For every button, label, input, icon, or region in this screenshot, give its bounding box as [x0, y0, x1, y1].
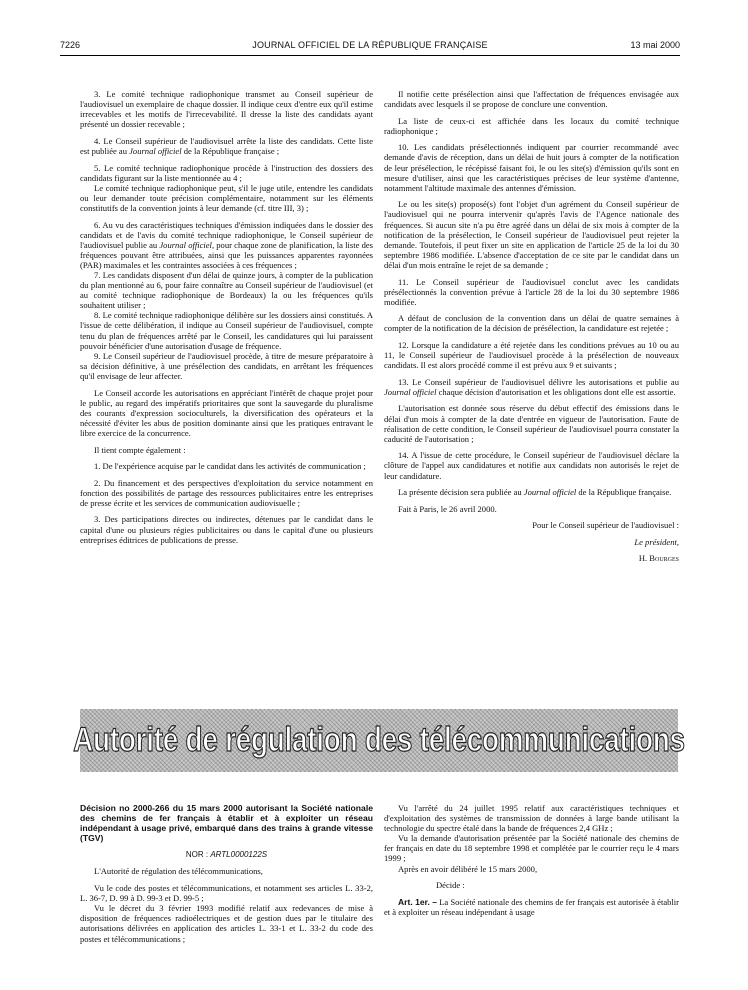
paragraph-9: 9. Le Conseil supérieur de l'audiovisuel procède, à titre de mesure préparatoire à sa décision définitive, à une présélection des candidats, en arrêtant les fréquences qu'il envisage de leur affecter.: [80, 350, 373, 381]
text: La présente décision sera publiée au: [398, 487, 524, 498]
paragraph-publication: [384, 487, 679, 497]
paragraph-vu-3: Vu l'arrêté du 24 juillet 1995 relatif aux caractéristiques techniques et d'exploitation des systèmes de transmission de données à large bande utilisant la technologie du spectre étalé dans la bande de fréquences 2,4 GHz ;: [384, 803, 679, 834]
journal-name: Journal officiel: [523, 487, 577, 498]
paragraph-decide: Décide :: [436, 880, 465, 891]
journal-name: Journal officiel: [129, 145, 182, 156]
paragraph-11: 11. Le Conseil supérieur de l'audiovisuel conclut avec les candidats présélectionnés la convention prévue à l'article 28 de la loi du 30 septembre 1986 modifiée.: [384, 276, 679, 307]
paragraph-14: 14. A l'issue de cette procédure, le Conseil supérieur de l'audiovisuel déclare la clôture de l'appel aux candidatures et notifie aux candidats non autorisés le rejet de leur candidature.: [384, 450, 679, 481]
section-banner: [73, 709, 685, 772]
paragraph-10-detail: Le ou les site(s) proposé(s) font l'objet d'un agrément du Conseil supérieur de l'audiovisuel qui ne pourra intervenir qu'après l'avis de l'Agence nationale des fréquences. Si aucun site n'a pu être agréé dans un délai de six mois à compter de la notification de la présélection, le Conseil supérieur de l'audiovisuel peut rejeter la demande. Toutefois, il peut fixer un site en application de l'article 25 de la loi du 30 septembre 1986 modifiée. L'absence d'acceptation de ce site par le candidat dans un délai d'un mois entraîne le rejet de sa demande ;: [384, 199, 679, 270]
text: chaque décision d'autorisation et les obligations dont elle est assortie.: [436, 386, 676, 397]
journal-name: Journal officiel: [384, 386, 437, 397]
text: H. B: [638, 553, 655, 564]
paragraph-5-detail: Le comité technique radiophonique peut, s'il le juge utile, entendre les candidats ou leur demander toute précision complémentaire, notamment sur les éléments constitutifs de la convention joints à leur demande (cf. titre III, 3) ;: [80, 182, 373, 213]
header-rule: [60, 55, 680, 56]
paragraph-10: 10. Les candidats présélectionnés indiquent par courrier recommandé avec demande d'avis de réception, dans un délai de huit jours à compter de la notification de leur présélection, le récépissé faisant foi, le ou les site(s) d'émission qu'ils sont en mesure d'utiliser, ainsi que les caractéristiques précises de leur système d'antenne, notamment l'altitude maximale des antennes d'émission.: [384, 142, 679, 193]
criterion-1: 1. De l'expérience acquise par le candidat dans les activités de communication ;: [94, 461, 366, 472]
nor-reference: [80, 850, 373, 860]
text: , pour chaque zone de planification, la liste des fréquences pouvant être attribuées, ainsi que les puissances apparentes rayonnées (PAR) maximales et les contraintes associées à ces fréquences ;: [80, 239, 373, 270]
paragraph-12: 12. Lorsque la candidature a été rejetée dans les conditions prévues au 10 ou au 11, le Conseil supérieur de l'audiovisuel procède à la présélection de nouveaux candidats. Il est alors procédé comme il est prévu aux 9 et suivants ;: [384, 339, 679, 371]
signature-line-1: Pour le Conseil supérieur de l'audiovisuel :: [532, 520, 679, 531]
right-column: [384, 89, 679, 570]
decision-left-column: [80, 803, 373, 950]
decision-title: Décision no 2000-266 du 15 mars 2000 autorisant la Société nationale des chemins de fer français à établir et à exploiter un réseau indépendant à usage privé, embarqué dans des trains à grande vitesse (TGV): [80, 803, 373, 844]
paragraph-4: [80, 136, 373, 156]
criterion-2: 2. Du financement et des perspectives d'exploitation du service notamment en fonction des possibilités de partage des ressources publicitaires entre les entreprises de presse écrite et les services de communication audiovisuelle ;: [80, 477, 373, 508]
text: 4. Le Conseil supérieur de l'audiovisuel arrête la liste des candidats. Cette liste est publiée au: [80, 135, 373, 156]
paragraph-8: 8. Le comité technique radiophonique délibère sur les dossiers ainsi constitués. A l'issue de cette délibération, il indique au Conseil supérieur de l'audiovisuel, compte tenu du plan de fréquences arrêté par le Conseil, les candidatures qui lui paraissent pouvoir bénéficier d'une autorisation d'usage de fréquence.: [80, 310, 373, 351]
paragraph-vu-1: Vu le code des postes et télécommunications, et notamment ses articles L. 33-2, L. 36-7, D. 99 à D. 99-3 et D. 99-5 ;: [80, 883, 373, 904]
paragraph-5: 5. Le comité technique radiophonique procède à l'instruction des dossiers des candidats figurant sur la liste mentionnée au 4 ;: [80, 162, 373, 183]
paragraph-accorde: Le Conseil accorde les autorisations en appréciant l'intérêt de chaque projet pour le public, au regard des impératifs prioritaires que sont la sauvegarde du pluralisme des courants d'expression socioculturels, la diversification des opérateurs et la nécessité d'éviter les abus de position dominante ainsi que les pratiques entravant le libre exercice de la concurrence.: [80, 387, 373, 438]
journal-title: JOURNAL OFFICIEL DE LA RÉPUBLIQUE FRANÇAISE: [252, 40, 488, 50]
paragraph-vu-2: Vu le décret du 3 février 1993 modifié relatif aux redevances de mise à disposition de fréquences radioélectriques et de gestion dues par le titulaire des autorisations délivrées en application des articles L. 33-1 et L. 33-2 du code des postes et télécommunications ;: [80, 903, 373, 944]
paragraph-authority: L'Autorité de régulation des télécommunications,: [94, 866, 263, 877]
issue-date: 13 mai 2000: [630, 40, 680, 50]
text: de la République française ;: [181, 145, 280, 156]
signature-title: Le président,: [634, 536, 679, 547]
paragraph-apres: Après en avoir délibéré le 15 mars 2000,: [398, 863, 538, 874]
nor-value: ARTL0000122S: [210, 849, 268, 859]
signature-name: [384, 553, 679, 563]
nor-label: NOR :: [185, 849, 211, 859]
banner-title: Autorité de régulation des télécommunications: [73, 721, 685, 759]
left-column: [80, 89, 373, 551]
paragraph-13: [384, 377, 679, 397]
article-1: [384, 897, 679, 917]
paragraph-3: 3. Le comité technique radiophonique transmet au Conseil supérieur de l'audiovisuel un exemplaire de chaque dossier. Il indique ceux d'entre eux qu'il estime irrecevables et les motifs de l'irrecevabilité. Il dresse la liste des candidats ayant présenté un dossier recevable ;: [80, 89, 373, 130]
text: 13. Le Conseil supérieur de l'audiovisuel délivre les autorisations et publie au: [398, 376, 679, 387]
journal-name: Journal officiel: [159, 239, 212, 250]
paragraph-6: [80, 220, 373, 270]
paragraph-vu-4: Vu la demande d'autorisation présentée par la Société nationale des chemins de fer français en date du 18 septembre 1998 et complétée par le courrier reçu le 4 mars 1999 ;: [384, 833, 679, 864]
page-number: 7226: [60, 40, 81, 50]
paragraph-11-detail: A défaut de conclusion de la convention dans un délai de quatre semaines à compter de la notification de la décision de présélection, la candidature est rejetée ;: [384, 313, 679, 334]
paragraph-fait: Fait à Paris, le 26 avril 2000.: [398, 503, 497, 514]
paragraph-notifie: Il notifie cette présélection ainsi que l'affectation de fréquences envisagée aux candidats avec lesquels il se propose de conclure une convention.: [384, 89, 679, 110]
paragraph-13-detail: L'autorisation est donnée sous réserve du début effectif des émissions dans le délai d'un mois à compter de la date d'entrée en vigueur de l'autorisation. Faute de réalisation de cette condition, le Conseil supérieur de l'audiovisuel pourra constater la caducité de l'autorisation ;: [384, 403, 679, 444]
text: La Société nationale des chemins de fer français est autorisée à établir et à exploiter un réseau indépendant à usage: [384, 896, 679, 917]
paragraph-7: 7. Les candidats disposent d'un délai de quinze jours, à compter de la publication du plan mentionné au 6, pour faire connaître au Conseil supérieur de l'audiovisuel (et au comité technique radiophonique de Bordeaux) la ou les fréquences qu'ils souhaitent utiliser ;: [80, 270, 373, 311]
text: 6. Au vu des caractéristiques techniques d'émission indiquées dans le dossier des candidats et de l'avis du comité technique radiophonique, le Conseil supérieur de l'audiovisuel publie au: [80, 219, 373, 250]
article-label: Art. 1er. –: [398, 896, 438, 907]
paragraph-compte: Il tient compte également :: [94, 444, 186, 455]
text: de la République française.: [576, 487, 672, 498]
decision-right-column: [384, 803, 679, 923]
text: ourges: [654, 553, 679, 564]
page-header: [60, 40, 680, 54]
criterion-3: 3. Des participations directes ou indirectes, détenues par le candidat dans le capital d'une ou plusieurs régies publicitaires ou dans le capital d'une ou plusieurs entreprises éditrices de publications de presse.: [80, 514, 373, 545]
paragraph-liste: La liste de ceux-ci est affichée dans les locaux du comité technique radiophonique ;: [384, 115, 679, 136]
